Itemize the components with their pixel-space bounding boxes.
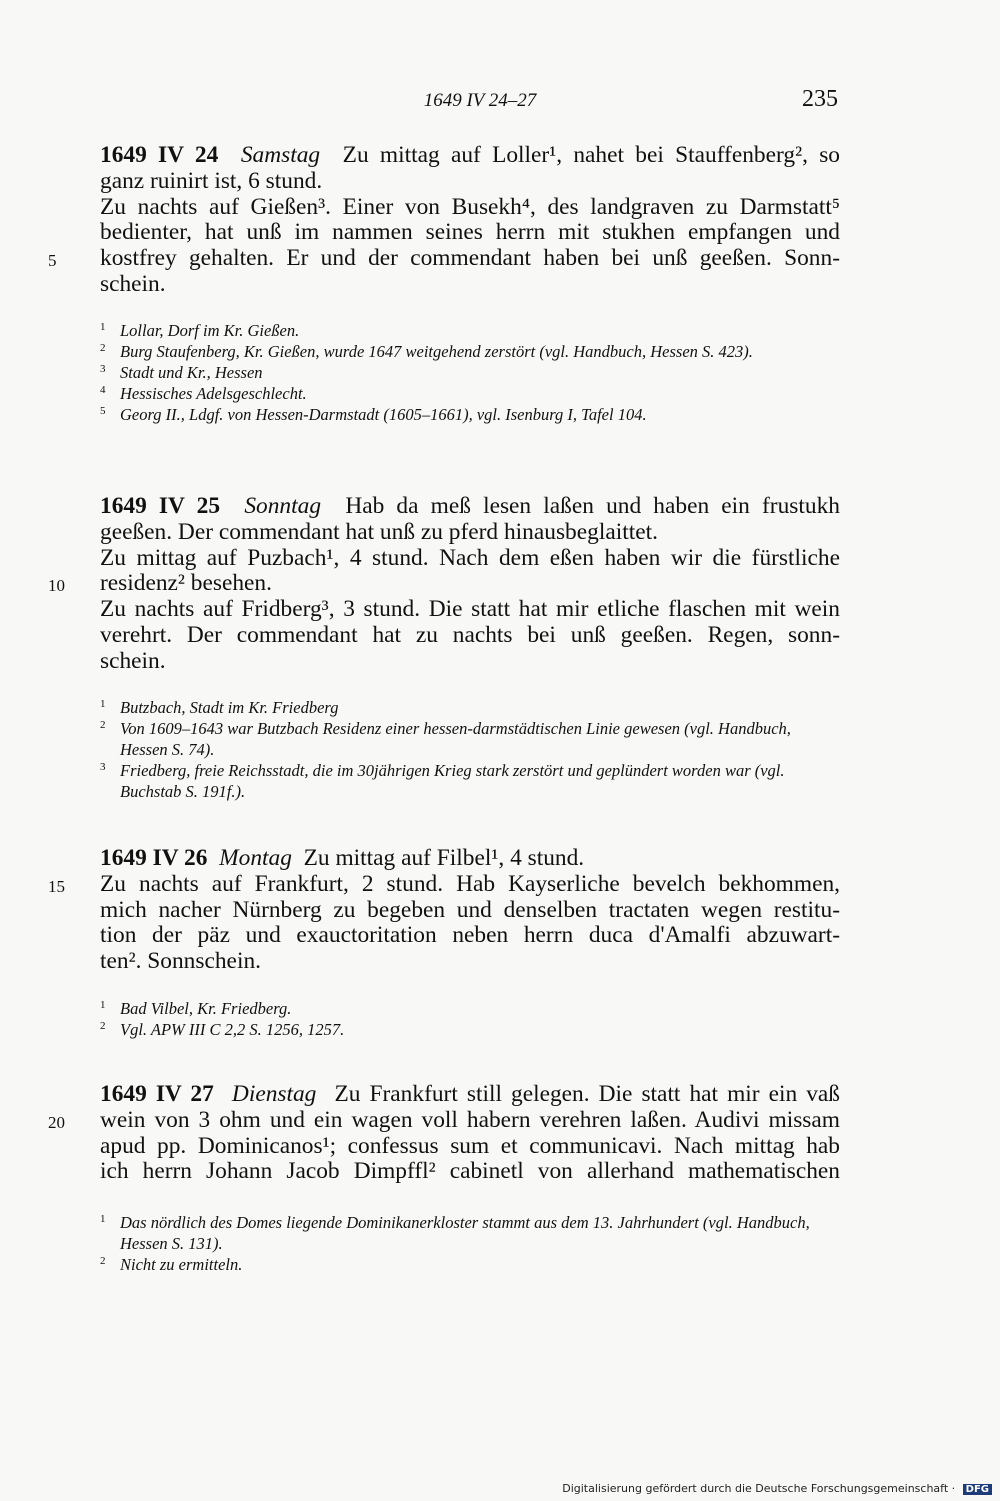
entry-line: ganz ruinirt ist, 6 stund. <box>100 167 323 194</box>
running-head: 1649 IV 24–27 <box>423 90 537 111</box>
footnote-number: 2 <box>100 719 106 731</box>
diary-entry <box>48 493 840 675</box>
footnote <box>100 1019 840 1040</box>
entry-line: bedienter, hat unß im nammen seines herrn mit stukhen empfangen und <box>100 219 840 246</box>
diary-entry <box>48 845 840 975</box>
footnote <box>100 404 840 425</box>
entry-date: 1649 IV 27 <box>100 1081 214 1107</box>
entry-date: 1649 IV 24 <box>100 142 219 168</box>
footnote-text: Hessisches Adelsgeschlecht. <box>120 384 307 403</box>
footnotes <box>100 998 840 1040</box>
footnote <box>100 697 840 718</box>
footnote-text: Von 1609–1643 war Butzbach Residenz einer hessen-darmstädtischen Linie gewesen (vgl. Handbuch, Hessen S. 74). <box>120 719 791 759</box>
footnote-number: 4 <box>100 384 106 396</box>
entry-line <box>100 1082 840 1108</box>
digitization-footer <box>562 1482 992 1495</box>
entry-line: ten². Sonnschein. <box>100 948 261 975</box>
line-number: 5 <box>48 251 57 271</box>
dfg-logo: DFG <box>963 1484 992 1495</box>
entry-line: schein. <box>100 647 166 674</box>
entry-line: Zu nachts auf Gießen³. Einer von Busekh⁴, des landgraven zu Darmstatt⁵ <box>100 193 840 220</box>
entry-line: geeßen. Der commendant hat unß zu pferd hinausbeglaittet. <box>100 518 658 545</box>
entry-line <box>48 1106 840 1134</box>
footnote-number: 1 <box>100 1213 106 1225</box>
footnote-number: 5 <box>100 405 106 417</box>
line-number: 20 <box>48 1112 65 1132</box>
footnote <box>100 1254 840 1275</box>
footnote <box>100 362 840 383</box>
footnote <box>100 341 840 362</box>
entry-line <box>48 570 840 597</box>
footnote-text: Das nördlich des Domes liegende Dominikanerkloster stammt aus dem 13. Jahrhundert (vgl. Handbuch, Hessen S. 131). <box>120 1213 810 1253</box>
line-number: 15 <box>48 876 65 896</box>
entry-line <box>48 245 840 272</box>
entry-text: Zu Frankfurt still gelegen. Die statt hat mir ein vaß <box>334 1081 840 1107</box>
footnote-number: 1 <box>100 321 106 333</box>
footnote-text: Stadt und Kr., Hessen <box>120 363 263 382</box>
footnote-number: 2 <box>100 1020 106 1032</box>
footnote-number: 2 <box>100 342 106 354</box>
footnote <box>100 1212 840 1254</box>
entry-weekday: Samstag <box>240 142 321 168</box>
diary-entry <box>48 142 840 298</box>
line-number: 10 <box>48 576 65 596</box>
footnote <box>100 383 840 404</box>
entry-weekday: Montag <box>219 845 292 871</box>
footnote-text: Butzbach, Stadt im Kr. Friedberg <box>120 698 339 717</box>
footnotes <box>100 1212 840 1275</box>
entry-line: mich nacher Nürnberg zu begeben und denselben tractaten wegen restitu- <box>100 896 840 923</box>
entry-line <box>100 494 840 520</box>
footnote-text: Bad Vilbel, Kr. Friedberg. <box>120 999 292 1018</box>
footnote-text: Nicht zu ermitteln. <box>120 1255 243 1274</box>
entry-line: ich herrn Johann Jacob Dimpffl² cabinetl von allerhand mathematischen <box>100 1158 840 1185</box>
footnote-text: Lollar, Dorf im Kr. Gießen. <box>120 321 300 340</box>
footnote-number: 3 <box>100 761 106 773</box>
page-header <box>0 86 1000 116</box>
entry-text: Zu nachts auf Frankfurt, 2 stund. Hab Kayserliche bevelch bekhommen, <box>100 870 840 897</box>
footnote-text: Georg II., Ldgf. von Hessen-Darmstadt (1605–1661), vgl. Isenburg I, Tafel 104. <box>120 405 647 424</box>
footnote <box>100 320 840 341</box>
footnote-text: Friedberg, freie Reichsstadt, die im 30jährigen Krieg stark zerstört und geplündert worden war (vgl. Buchstab S. 191f.). <box>120 761 785 801</box>
footnotes <box>100 320 840 425</box>
footer-text: Digitalisierung gefördert durch die Deutsche Forschungsgemeinschaft · <box>562 1482 956 1495</box>
footnote <box>100 760 840 802</box>
footnote-text: Vgl. APW III C 2,2 S. 1256, 1257. <box>120 1020 345 1039</box>
footnotes <box>100 697 840 802</box>
entry-date: 1649 IV 25 <box>100 493 221 519</box>
entry-line <box>48 870 840 898</box>
entry-text: residenz² besehen. <box>100 570 272 597</box>
footnote-number: 1 <box>100 698 106 710</box>
footnote-text: Burg Staufenberg, Kr. Gießen, wurde 1647 weitgehend zerstört (vgl. Handbuch, Hessen S. 423). <box>120 342 753 361</box>
entry-line <box>100 846 840 872</box>
entry-text: Zu mittag auf Filbel¹, 4 stund. <box>303 845 585 871</box>
entry-weekday: Dienstag <box>231 1081 317 1107</box>
entry-line: verehrt. Der commendant hat zu nachts bei unß geeßen. Regen, sonn- <box>100 621 840 648</box>
entry-date: 1649 IV 26 <box>100 845 208 871</box>
entry-weekday: Sonntag <box>244 493 322 519</box>
entry-line <box>100 143 840 169</box>
footnote-number: 1 <box>100 999 106 1011</box>
footnote <box>100 718 840 760</box>
entry-text: wein von 3 ohm und ein wagen voll habern verehren laßen. Audivi missam <box>100 1106 840 1133</box>
entry-line: Zu nachts auf Fridberg³, 3 stund. Die statt hat mir etliche flaschen mit wein <box>100 596 840 623</box>
entry-line: apud pp. Dominicanos¹; confessus sum et communicavi. Nach mittag hab <box>100 1132 840 1159</box>
entry-line: tion der päz und exauctoritation neben herrn duca d'Amalfi abzuwart- <box>100 922 840 949</box>
page-number: 235 <box>802 86 838 112</box>
entry-text: Zu mittag auf Loller¹, nahet bei Stauffenberg², so <box>342 142 840 168</box>
entry-text: kostfrey gehalten. Er und der commendant haben bei unß geeßen. Sonn- <box>100 245 840 272</box>
footnote-number: 3 <box>100 363 106 375</box>
footnote <box>100 998 840 1019</box>
diary-entry <box>48 1081 840 1185</box>
entry-line: schein. <box>100 270 166 297</box>
entry-text: Hab da meß lesen laßen und haben ein frustukh <box>345 493 840 519</box>
entry-line: Zu mittag auf Puzbach¹, 4 stund. Nach dem eßen haben wir die fürstliche <box>100 544 840 571</box>
footnote-number: 2 <box>100 1255 106 1267</box>
